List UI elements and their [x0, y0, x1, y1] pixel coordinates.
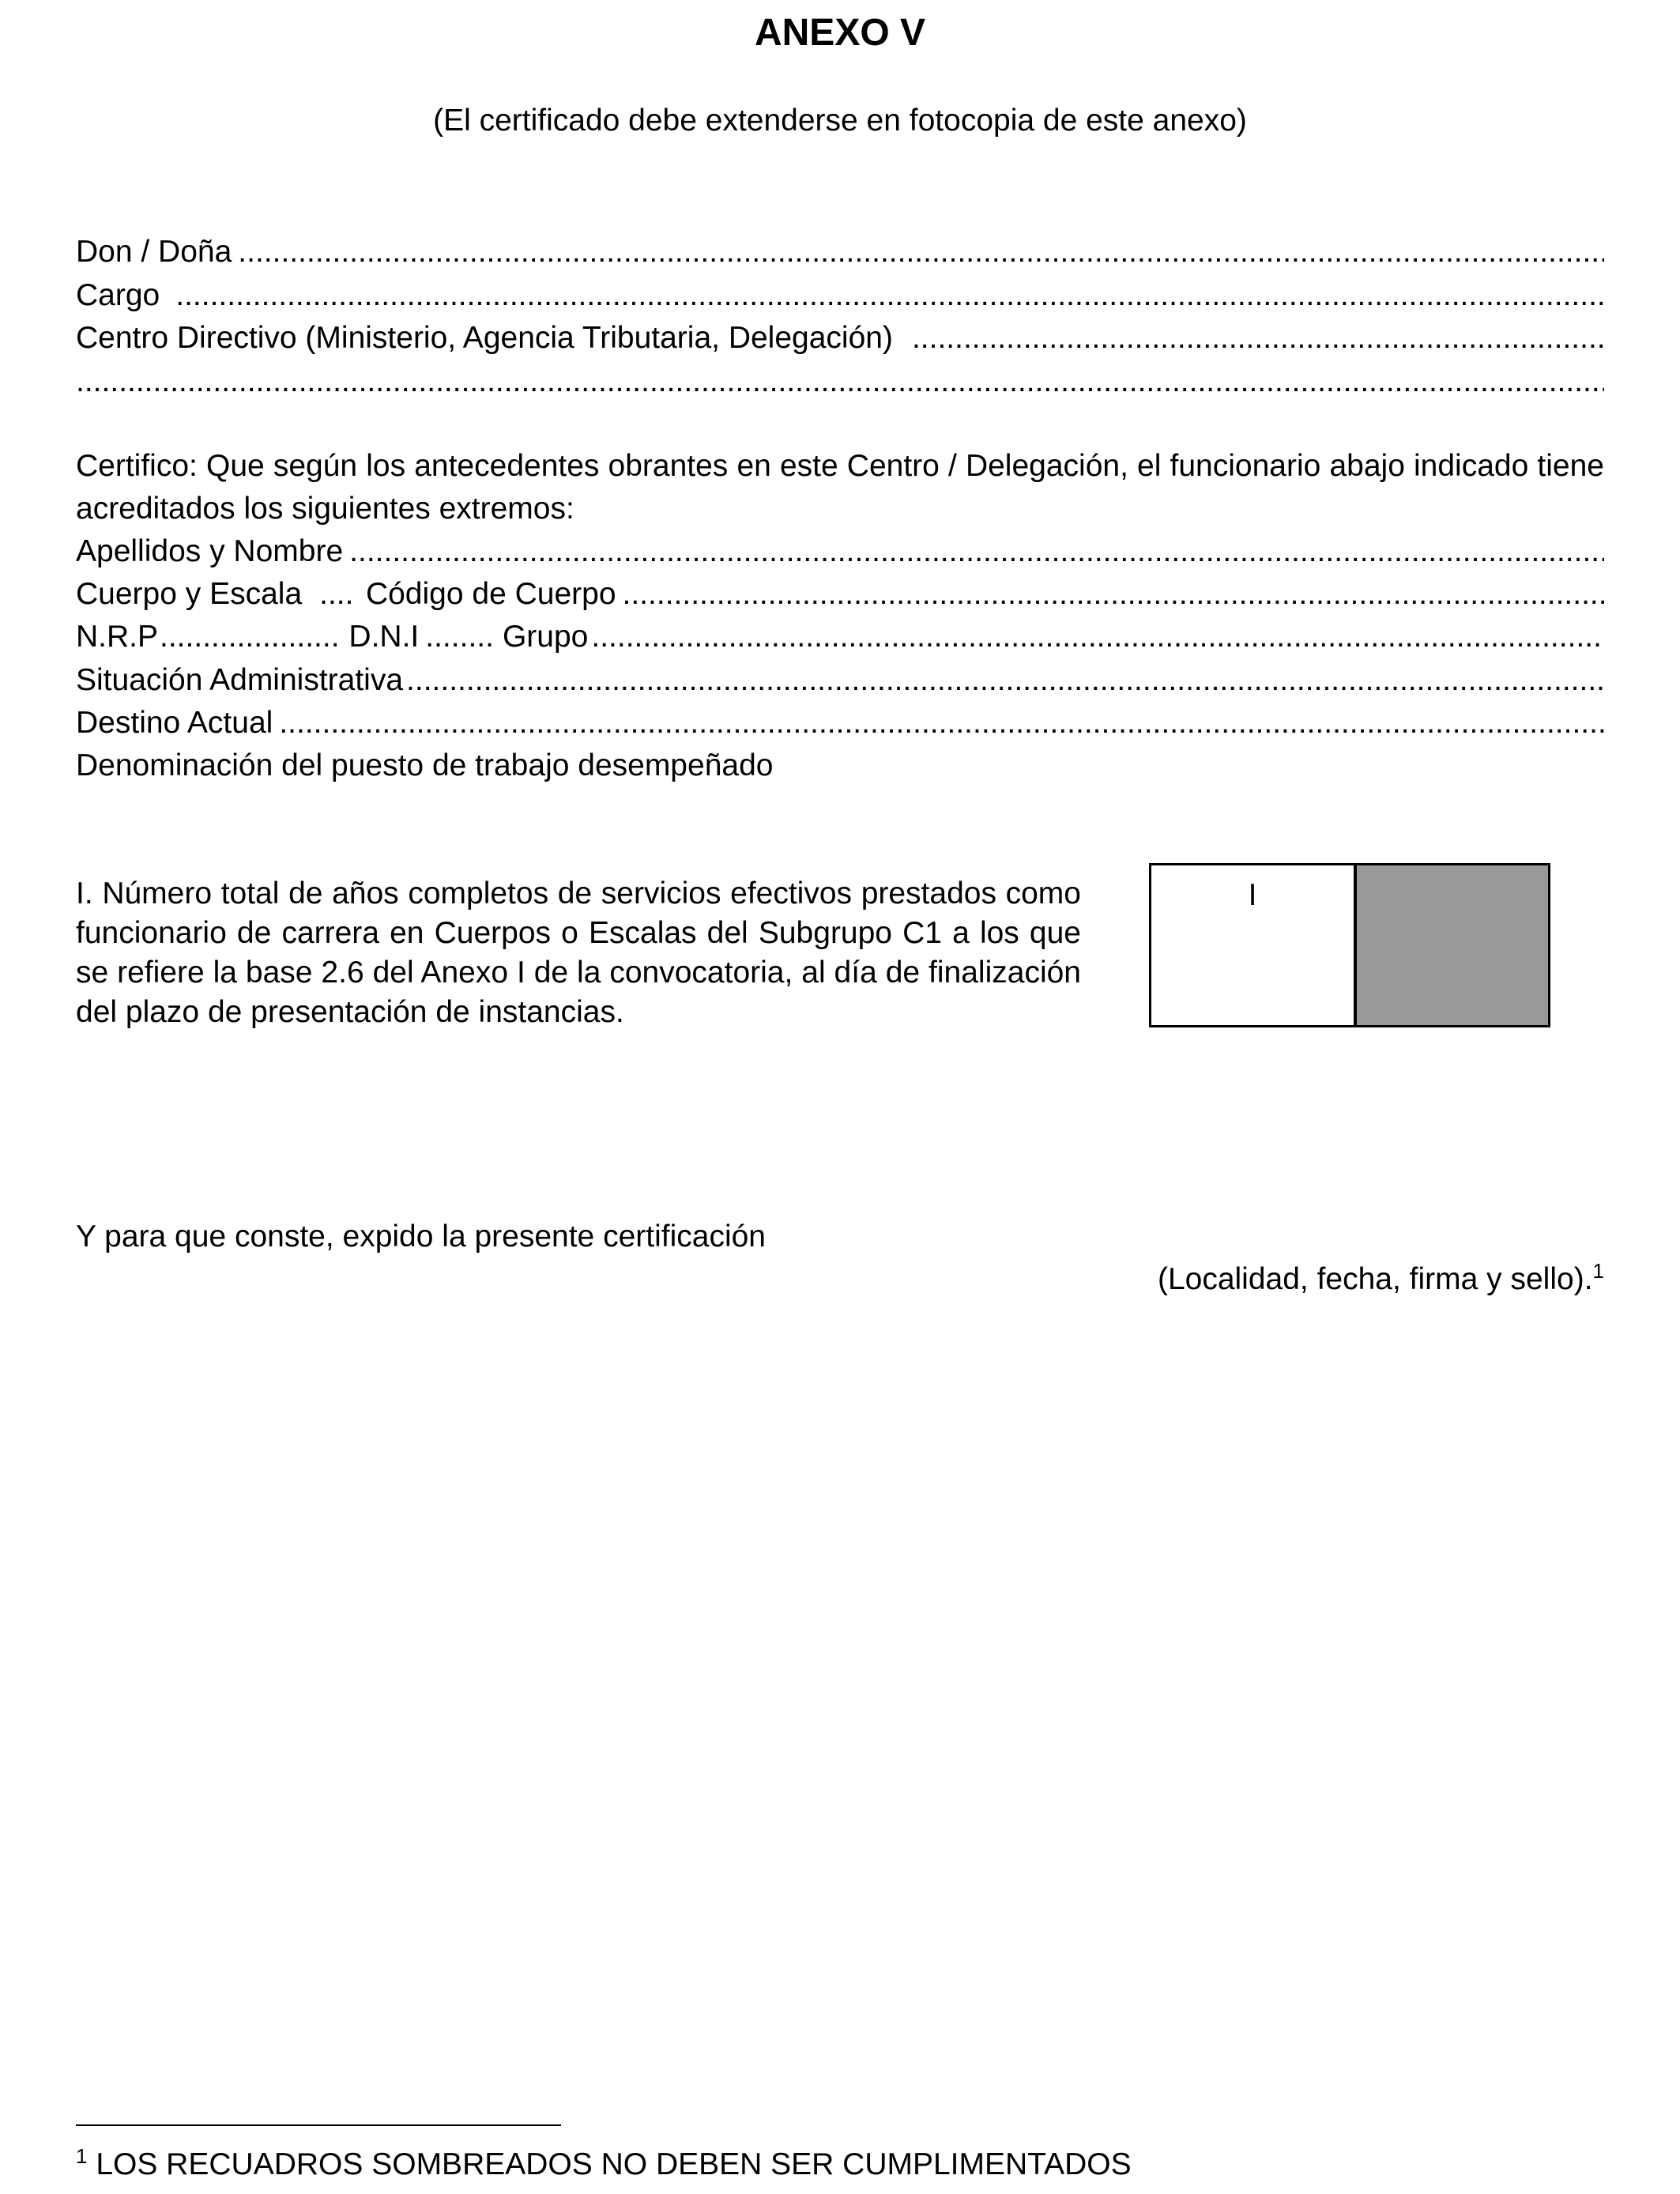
situacion-label: Situación Administrativa: [76, 663, 404, 697]
footnote-rule: [76, 2124, 561, 2126]
don-dona-dots: [238, 231, 1604, 273]
nrp-dni-grupo-row: [76, 616, 1604, 658]
cuerpo-escala-field[interactable]: [76, 573, 356, 616]
closing-text: Y para que conste, expido la presente certificación: [76, 1220, 766, 1253]
dni-dots: [425, 616, 496, 658]
page-subtitle: (El certificado debe extenderse en fotocopia de este anexo): [433, 104, 1247, 138]
denominacion-label: Denominación del puesto de trabajo desempeñado: [76, 748, 774, 782]
centro-directivo-field[interactable]: [76, 317, 1604, 360]
cargo-field[interactable]: [76, 274, 1604, 317]
section-i-paragraph: I. Número total de años completos de servicios efectivos prestados como funcionario de carrera en Cuerpos o Escalas del Subgrupo C1 a los que se refiere la base 2.6 del Anexo I de la convocatoria, al día de finalización del plazo de presentación de instancias.: [76, 876, 1081, 1029]
codigo-cuerpo-dots: [623, 573, 1604, 616]
dni-label: D.N.I: [348, 620, 420, 654]
don-dona-field[interactable]: [76, 231, 1604, 273]
centro-directivo-dots: [912, 317, 1604, 360]
shaded-cell: [1357, 865, 1548, 1025]
place-date-signature: [1158, 1258, 1604, 1301]
situacion-dots: [406, 659, 1604, 702]
years-box: [1149, 863, 1550, 1027]
continuation-dots: [76, 360, 1604, 403]
apellidos-field[interactable]: [76, 530, 1604, 573]
cuerpo-escala-row: [76, 573, 1604, 616]
nrp-field[interactable]: [76, 616, 339, 658]
don-dona-label: Don / Doña: [76, 235, 232, 269]
codigo-cuerpo-field[interactable]: [366, 573, 1604, 616]
grupo-dots: [591, 616, 1604, 658]
centro-directivo-continuation[interactable]: [76, 360, 1604, 403]
destino-field[interactable]: [76, 702, 1604, 745]
place-date-text: (Localidad, fecha, firma y sello).: [1157, 1262, 1593, 1296]
page-title: ANEXO V: [754, 12, 926, 54]
certifico-paragraph: Certifico: Que según los antecedentes obrantes en este Centro / Delegación, el funcionario abajo indicado tiene acreditados los siguientes extremos:: [76, 449, 1604, 526]
years-box-label: I: [1248, 878, 1257, 912]
footnote: [76, 2145, 1132, 2185]
cuerpo-escala-label: Cuerpo y Escala: [76, 577, 303, 611]
years-input-cell[interactable]: [1151, 865, 1357, 1025]
footnote-number: 1: [76, 2144, 88, 2168]
situacion-field[interactable]: [76, 659, 1604, 702]
apellidos-label: Apellidos y Nombre: [76, 534, 344, 568]
dni-field[interactable]: [348, 616, 496, 658]
cargo-dots: [175, 274, 1604, 317]
centro-directivo-label: Centro Directivo (Ministerio, Agencia Tributaria, Delegación): [76, 321, 893, 355]
nrp-dots: [160, 616, 339, 658]
denominacion-field[interactable]: [76, 745, 1604, 787]
destino-label: Destino Actual: [76, 706, 273, 740]
footnote-text: LOS RECUADROS SOMBREADOS NO DEBEN SER CUMPLIMENTADOS: [96, 2147, 1132, 2181]
codigo-cuerpo-label: Código de Cuerpo: [365, 577, 616, 611]
footnote-ref: 1: [1592, 1259, 1604, 1283]
grupo-field[interactable]: [503, 616, 1604, 658]
destino-dots: [279, 702, 1604, 745]
apellidos-dots: [349, 530, 1604, 573]
cuerpo-escala-dots: [319, 573, 356, 616]
cargo-label: Cargo: [76, 278, 160, 312]
grupo-label: Grupo: [502, 620, 589, 654]
nrp-label: N.R.P: [76, 620, 159, 654]
